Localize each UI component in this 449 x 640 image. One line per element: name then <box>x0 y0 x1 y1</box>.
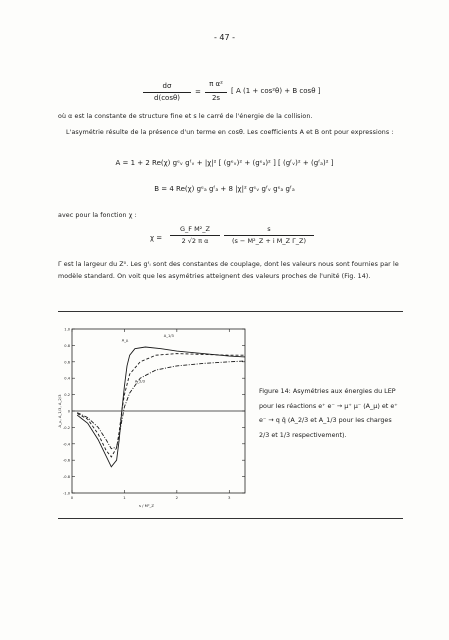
chi-bar-1 <box>170 235 220 236</box>
y-tick-label: 0.4 <box>64 376 70 381</box>
paragraph-3: avec pour la fonction χ : <box>58 212 137 219</box>
equation-B: B = 4 Re(χ) gᵉₐ gᶠₐ + 8 |χ|² gᵉᵥ gᶠᵥ gᵉₐ gᶠₐ <box>154 185 295 193</box>
top-rule <box>58 311 403 312</box>
eq1-frac-numerator: π α² <box>209 80 223 88</box>
eq1-equals: = <box>195 88 201 96</box>
x-tick-label: 2 <box>175 495 179 500</box>
eq1-lhs-numerator: dσ <box>162 82 172 90</box>
paragraph-1: où α est la constante de structure fine et s le carré de l'énergie de la collision. <box>58 113 313 120</box>
y-tick-label: -0.4 <box>62 442 70 447</box>
y-tick-label: 1.0 <box>64 327 70 332</box>
chart-axes <box>72 329 245 493</box>
chi-numerator-2: s <box>267 225 271 233</box>
chi-denominator-2: (s − M²_Z + i M_Z Γ_Z) <box>231 237 307 245</box>
x-tick-label: 0 <box>70 495 74 500</box>
x-tick-label: 1 <box>123 495 126 500</box>
curve-annotation-1: A_μ <box>121 338 129 343</box>
y-tick-label: -1.0 <box>62 491 70 496</box>
eq1-lhs-denominator: d(cosθ) <box>154 94 180 102</box>
chart-labels <box>57 334 174 508</box>
chi-bar-2 <box>224 235 314 236</box>
chi-numerator-1: G_F M²_Z <box>179 225 210 233</box>
eq1-frac-denominator: 2s <box>211 94 221 102</box>
chart-lines <box>77 347 245 467</box>
series-line-1 <box>77 347 245 467</box>
eq1-lhs-fraction-bar <box>143 92 191 93</box>
series-line-3 <box>77 361 245 449</box>
x-tick-label: 3 <box>228 495 231 500</box>
y-tick-label: -0.8 <box>62 475 70 480</box>
equation-A: A = 1 + 2 Re(χ) gᵉᵥ gᶠᵥ + |χ|² [ (gᵉᵥ)² + (gᵉₐ)² ] [ (gᶠᵥ)² + (gᶠₐ)² ] <box>115 159 334 167</box>
y-tick-label: -0.2 <box>62 425 70 430</box>
equation-cross-section <box>143 82 333 112</box>
page-number: - 47 - <box>213 33 236 42</box>
eq1-frac-bar <box>205 92 227 93</box>
y-tick-label: 0.6 <box>64 360 70 365</box>
y-tick-label: -0.6 <box>62 458 70 463</box>
paragraph-2: L'asymétrie résulte de la présence d'un terme en cosθ. Les coefficients A et B ont pour expressions : <box>66 129 394 136</box>
chart-ticks <box>63 328 245 501</box>
eq1-rhs: [ A (1 + cos²θ) + B cosθ ] <box>231 87 321 95</box>
figure-14-chart <box>55 321 255 521</box>
bottom-rule <box>58 518 403 519</box>
y-axis-label: A_μ, A_1/3, A_2/3 <box>57 394 62 428</box>
chi-denominator-1: 2 √2 π α <box>181 237 209 245</box>
figure-caption: Figure 14: Asymétries aux énergies du LEP pour les réactions e⁺ e⁻ → μ⁺ μ⁻ (A_μ) et e⁺ e⁻ → q q̄ (A_2/3 et A_1/3 pour les charges 2/3 et 1/3 respectivement). <box>259 387 398 439</box>
y-tick-label: 0.2 <box>64 393 70 398</box>
y-tick-label: 0.8 <box>64 343 70 348</box>
x-axis-label: s / M²_Z <box>139 503 154 508</box>
chi-lhs: χ = <box>150 234 163 242</box>
paragraph-4: Γ est la largeur du Z⁰. Les gᶠᵢ sont des constantes de couplage, dont les valeurs nous sont fournies par le modèle standard. On voit que les asymétries atteignent des valeurs proches de l'unité (Fig. 14). <box>58 261 399 280</box>
curve-annotation-3: A_2/3 <box>134 379 145 384</box>
y-tick-label: 0 <box>67 409 70 414</box>
equation-chi <box>150 225 320 255</box>
curve-annotation-2: A_1/3 <box>163 334 174 339</box>
